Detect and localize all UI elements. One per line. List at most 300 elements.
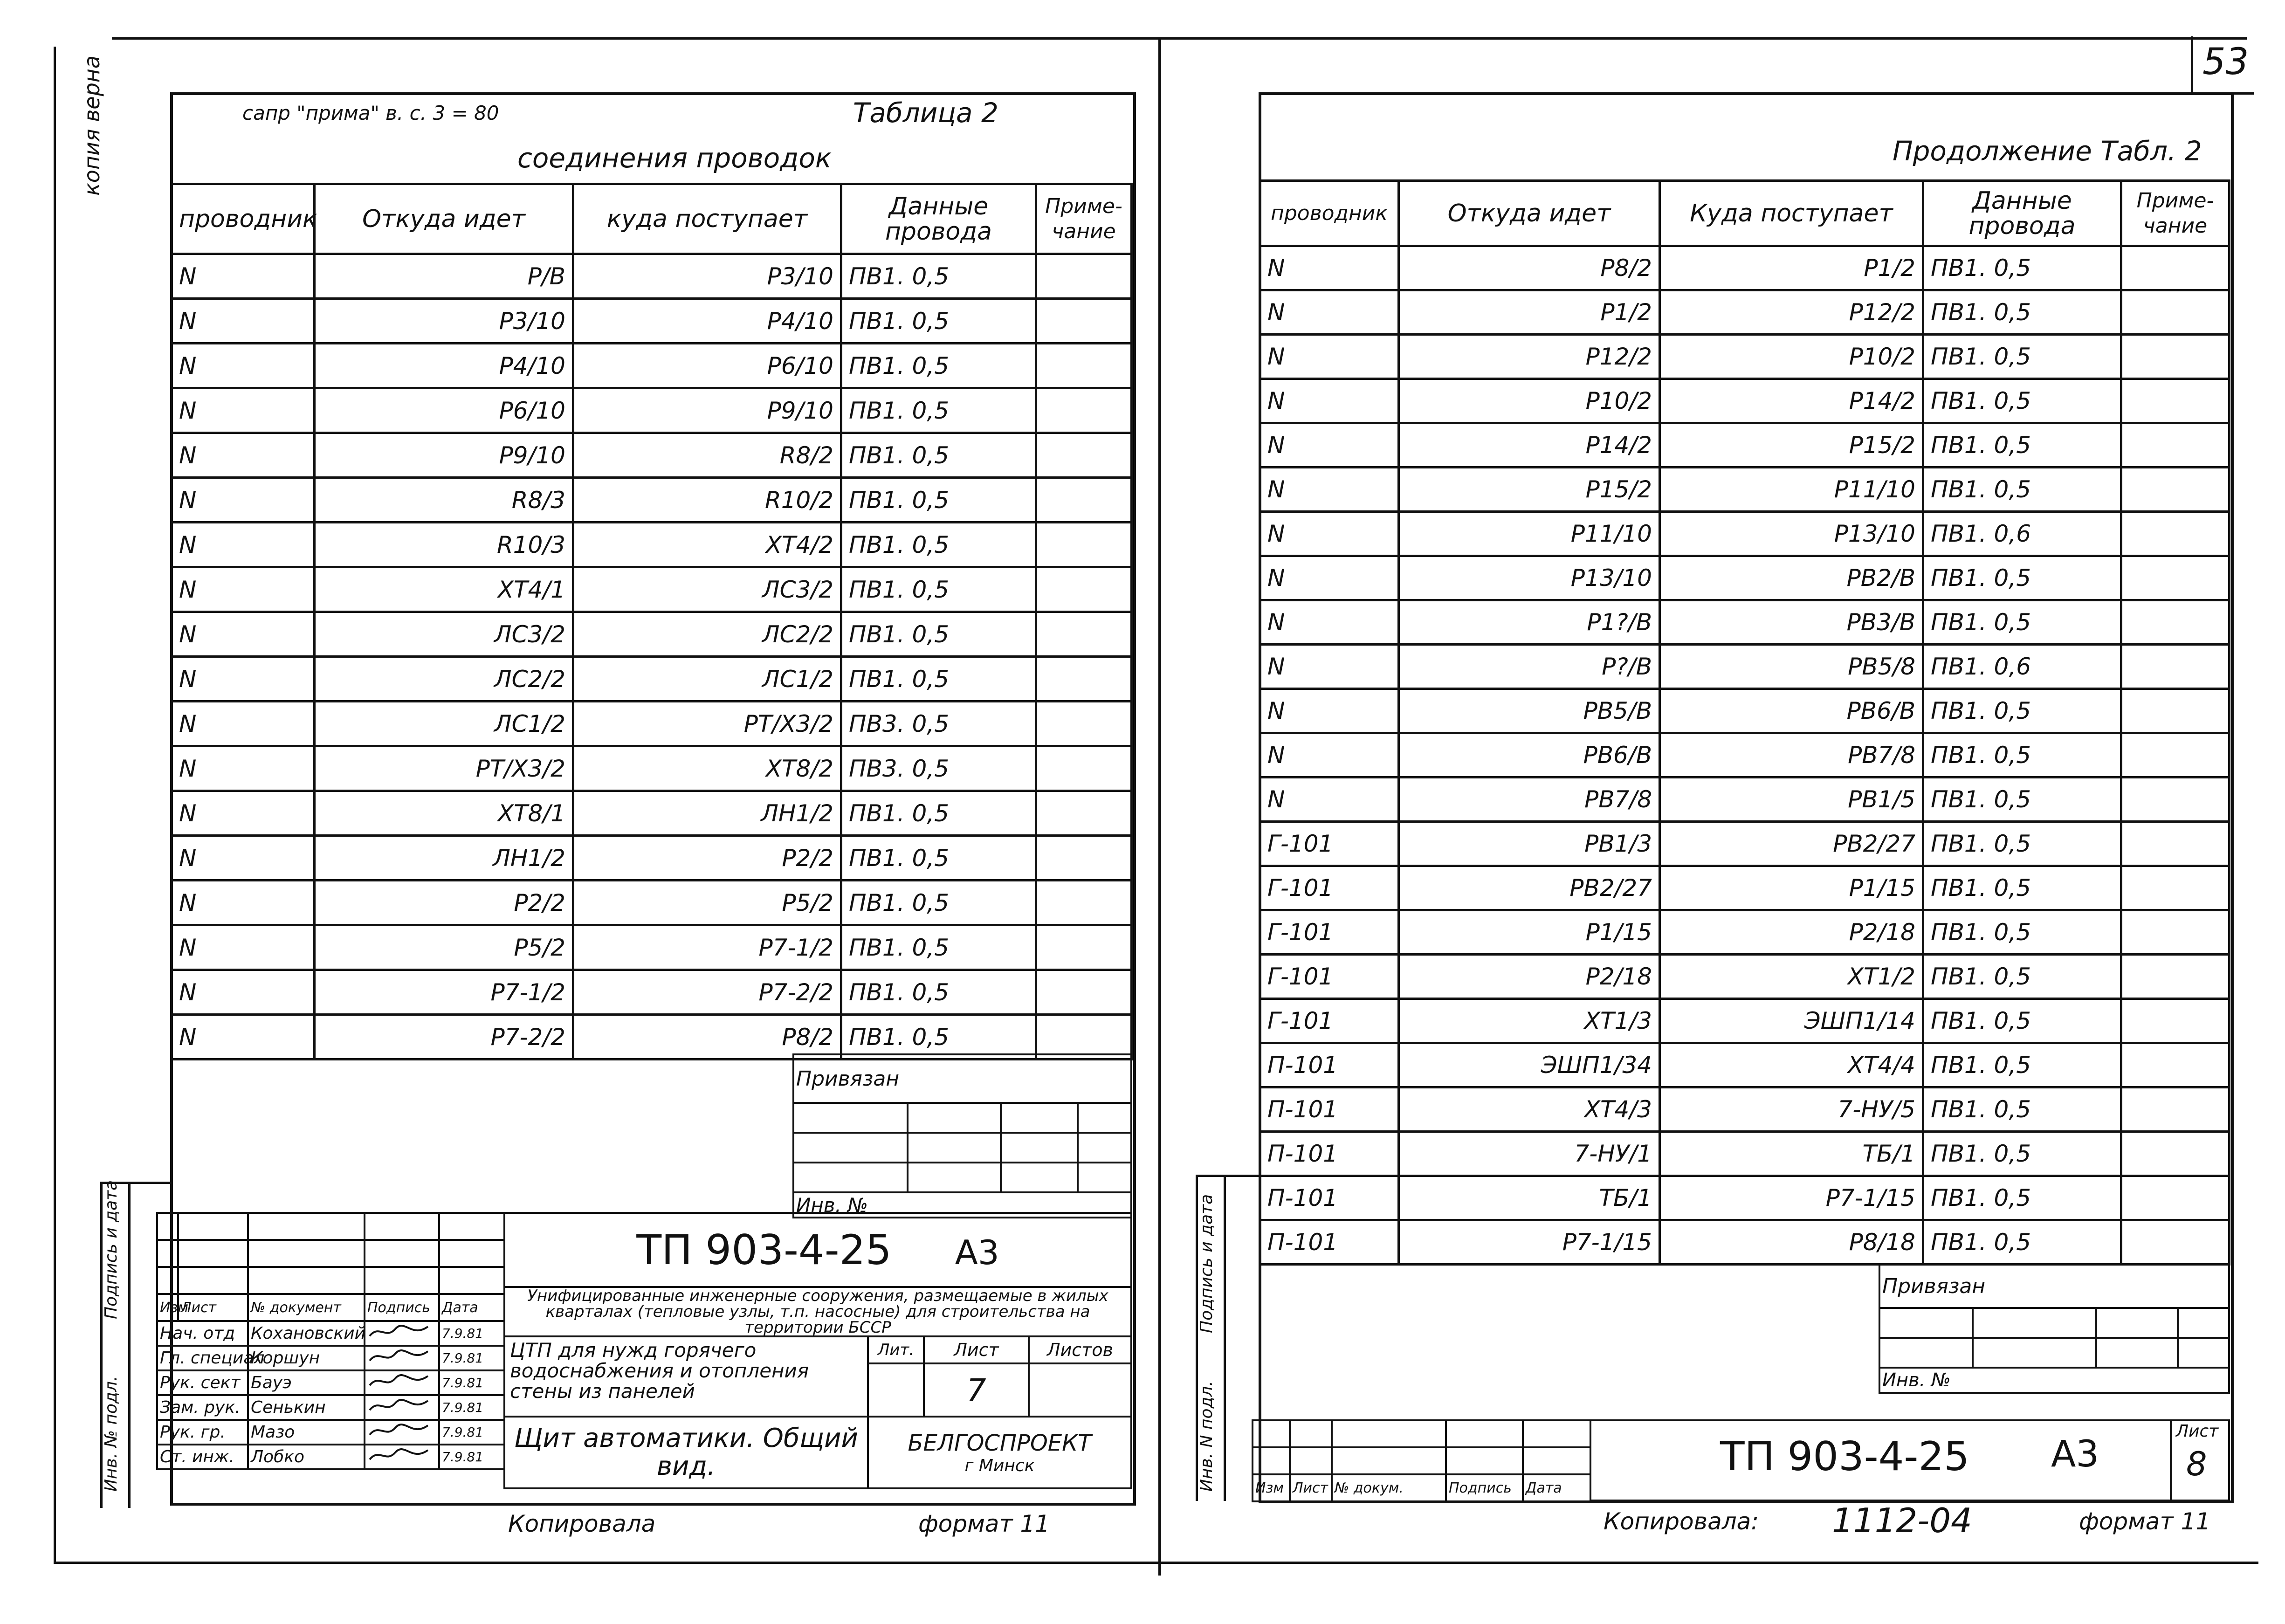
cell-note — [2121, 512, 2230, 556]
table-row — [1260, 512, 2230, 556]
table-row — [172, 344, 1132, 388]
cell-note — [2121, 468, 2230, 512]
privyazan-label: Привязан — [793, 1054, 1131, 1103]
cell-note — [2121, 1220, 2230, 1265]
cell-to: PB3/B — [1660, 600, 1923, 645]
cell-note — [2121, 246, 2230, 290]
table-row — [1260, 822, 2230, 866]
cell-wire: ПВ1. 0,5 — [1923, 733, 2121, 778]
cell-conductor: Г-101 — [1260, 910, 1399, 955]
cell-conductor: Г-101 — [1260, 822, 1399, 866]
right-wiring-table — [1259, 179, 2230, 1266]
r-inv-label: Инв. № — [1879, 1368, 2229, 1393]
cell-from: ЭШП1/34 — [1399, 1043, 1660, 1087]
table-row — [1260, 1043, 2230, 1087]
cell-conductor: N — [172, 567, 315, 612]
cell-to: 7-НУ/5 — [1660, 1087, 1923, 1132]
table-row — [1260, 1220, 2230, 1265]
cell-to: P11/10 — [1660, 468, 1923, 512]
cell-note — [2121, 955, 2230, 999]
cell-from: ЛС1/2 — [315, 702, 573, 746]
cell-conductor: N — [172, 478, 315, 523]
cell-note — [1036, 881, 1132, 925]
cell-note — [1036, 836, 1132, 881]
cell-note — [1036, 523, 1132, 567]
cell-wire: ПВ1. 0,5 — [841, 657, 1036, 702]
cell-note — [2121, 822, 2230, 866]
cell-note — [2121, 645, 2230, 689]
stamp-col-sign: Подпись — [365, 1294, 439, 1321]
cell-from: P7-1/2 — [315, 970, 573, 1015]
cell-conductor: N — [172, 388, 315, 433]
staff-date: 7.9.81 — [439, 1321, 504, 1346]
cell-wire: ПВ1. 0,5 — [1923, 778, 2121, 822]
cell-to: P6/10 — [573, 344, 841, 388]
staff-row — [157, 1395, 504, 1420]
cell-wire: ПВ1. 0,5 — [841, 612, 1036, 657]
table-row — [1260, 999, 2230, 1043]
table-row — [172, 254, 1132, 299]
cell-to: P4/10 — [573, 299, 841, 344]
sheets-label: Листов — [1029, 1336, 1131, 1363]
cell-wire: ПВ1. 0,5 — [841, 925, 1036, 970]
cell-to: R8/2 — [573, 433, 841, 478]
table-row — [172, 388, 1132, 433]
cell-to: PB7/8 — [1660, 733, 1923, 778]
cell-wire: ПВ1. 0,5 — [1923, 290, 2121, 335]
table-row — [172, 523, 1132, 567]
cell-wire: ПВ1. 0,5 — [841, 523, 1036, 567]
cell-from: PB6/B — [1399, 733, 1660, 778]
staff-date: 7.9.81 — [439, 1395, 504, 1420]
r-stamp-col-headers — [1253, 1474, 1590, 1501]
cell-conductor: N — [172, 702, 315, 746]
bottom-edge — [54, 1562, 2258, 1564]
cell-wire: ПВ1. 0,5 — [1923, 910, 2121, 955]
right-sheet-no: 8 — [2186, 1445, 2207, 1483]
staff-date: 7.9.81 — [439, 1346, 504, 1370]
col-header-to: куда поступает — [573, 184, 841, 254]
cell-note — [1036, 657, 1132, 702]
cell-from: P3/10 — [315, 299, 573, 344]
cell-to: PB2/27 — [1660, 822, 1923, 866]
cell-note — [1036, 746, 1132, 791]
r-stamp-col-sign: Подпись — [1446, 1474, 1523, 1501]
cell-wire: ПВ1. 0,5 — [1923, 1087, 2121, 1132]
cell-conductor: N — [172, 254, 315, 299]
table-row — [1260, 1132, 2230, 1176]
right-stamp-side-frame-inner — [1224, 1175, 1226, 1501]
cell-to: PT/X3/2 — [573, 702, 841, 746]
cell-conductor: N — [1260, 468, 1399, 512]
left-privyazan-box — [792, 1053, 1132, 1218]
staff-date: 7.9.81 — [439, 1370, 504, 1395]
cell-conductor: П-101 — [1260, 1220, 1399, 1265]
cell-to: XT4/2 — [573, 523, 841, 567]
cell-from: PB5/B — [1399, 689, 1660, 733]
table-row — [1260, 1087, 2230, 1132]
cell-conductor: N — [172, 925, 315, 970]
col-header-note: Приме- чание — [1036, 184, 1132, 254]
cell-from: ЛС3/2 — [315, 612, 573, 657]
table-row — [172, 970, 1132, 1015]
left-drawing-title: Щит автоматики. Общий вид. — [504, 1417, 868, 1488]
left-header-row — [172, 184, 1132, 254]
stamp-col-headers — [157, 1294, 504, 1321]
cell-conductor: N — [1260, 600, 1399, 645]
cell-to: P13/10 — [1660, 512, 1923, 556]
cell-to: P3/10 — [573, 254, 841, 299]
right-privyazan-box — [1879, 1263, 2230, 1394]
cell-to: P8/2 — [573, 1015, 841, 1060]
cell-from: P8/2 — [1399, 246, 1660, 290]
cell-wire: ПВ1. 0,5 — [841, 881, 1036, 925]
page-number: 53 — [2202, 41, 2249, 83]
r-privyazan-label: Привязан — [1879, 1264, 2229, 1308]
cell-conductor: П-101 — [1260, 1043, 1399, 1087]
table-row — [172, 925, 1132, 970]
cell-to: P7-1/15 — [1660, 1176, 1923, 1220]
table-row — [1260, 290, 2230, 335]
cell-note — [1036, 433, 1132, 478]
cell-from: XT8/1 — [315, 791, 573, 836]
staff-signature — [365, 1445, 439, 1469]
cell-from: XT1/3 — [1399, 999, 1660, 1043]
cell-to: P2/18 — [1660, 910, 1923, 955]
cell-wire: ПВ3. 0,5 — [841, 702, 1036, 746]
cell-to: XT8/2 — [573, 746, 841, 791]
cell-to: PB6/B — [1660, 689, 1923, 733]
left-side-label-inv: Инв. № подл. — [102, 1376, 121, 1492]
cell-conductor: N — [1260, 290, 1399, 335]
cell-from: P12/2 — [1399, 335, 1660, 379]
cell-to: ЛС3/2 — [573, 567, 841, 612]
staff-role: Нач. отд — [157, 1321, 248, 1346]
right-side-label-sign: Подпись и дата — [1197, 1194, 1216, 1333]
cell-from: PT/X3/2 — [315, 746, 573, 791]
cell-conductor: N — [172, 344, 315, 388]
cell-to: P15/2 — [1660, 423, 1923, 468]
cell-wire: ПВ1. 0,5 — [1923, 379, 2121, 423]
cell-to: ЭШП1/14 — [1660, 999, 1923, 1043]
cell-wire: ПВ1. 0,5 — [841, 344, 1036, 388]
cell-conductor: Г-101 — [1260, 999, 1399, 1043]
staff-role: Рук. гр. — [157, 1420, 248, 1445]
cell-to: P5/2 — [573, 881, 841, 925]
signature-scribble — [367, 1322, 433, 1341]
cell-note — [2121, 600, 2230, 645]
cell-wire: ПВ1. 0,5 — [841, 433, 1036, 478]
left-copied: Копировала — [508, 1510, 656, 1537]
table-row — [172, 881, 1132, 925]
table-row — [1260, 778, 2230, 822]
left-title-block-main — [503, 1212, 1132, 1489]
cell-from: P/B — [315, 254, 573, 299]
r-col-header-wire-data: Данные провода — [1923, 181, 2121, 246]
cell-wire: ПВ1. 0,5 — [841, 388, 1036, 433]
left-subtitle: соединения проводок — [517, 142, 832, 174]
cell-from: P11/10 — [1399, 512, 1660, 556]
cell-wire: ПВ1. 0,5 — [1923, 423, 2121, 468]
staff-name: Кохановский — [248, 1321, 365, 1346]
cell-wire: ПВ1. 0,5 — [1923, 468, 2121, 512]
table-row — [1260, 335, 2230, 379]
cell-conductor: П-101 — [1260, 1176, 1399, 1220]
cell-conductor: N — [172, 836, 315, 881]
cell-note — [1036, 1015, 1132, 1060]
cell-note — [2121, 1132, 2230, 1176]
cell-note — [1036, 299, 1132, 344]
cell-note — [2121, 335, 2230, 379]
table-row — [1260, 645, 2230, 689]
signature-scribble — [367, 1347, 433, 1365]
cell-to: ЛС2/2 — [573, 612, 841, 657]
cell-wire: ПВ1. 0,5 — [1923, 1176, 2121, 1220]
cell-note — [2121, 1176, 2230, 1220]
right-stamp-side-top — [1196, 1175, 1259, 1177]
right-sheet-label: Лист — [2176, 1422, 2219, 1441]
right-title: Продолжение Табл. 2 — [1893, 135, 2202, 167]
left-format: формат 11 — [918, 1510, 1050, 1537]
cell-from: P14/2 — [1399, 423, 1660, 468]
r-stamp-col-izm: Изм — [1253, 1474, 1290, 1501]
table-row — [1260, 955, 2230, 999]
cell-note — [1036, 612, 1132, 657]
r-stamp-col-doc: № докум. — [1332, 1474, 1446, 1501]
cell-wire: ПВ1. 0,5 — [841, 836, 1036, 881]
cell-from: P15/2 — [1399, 468, 1660, 512]
cell-from: P13/10 — [1399, 556, 1660, 600]
cell-note — [1036, 791, 1132, 836]
cell-wire: ПВ1. 0,5 — [841, 567, 1036, 612]
cell-conductor: N — [1260, 556, 1399, 600]
cell-from: P5/2 — [315, 925, 573, 970]
cell-conductor: N — [1260, 335, 1399, 379]
stamp-col-izm: Изм — [157, 1294, 178, 1321]
cell-conductor: N — [172, 970, 315, 1015]
cell-wire: ПВ1. 0,5 — [1923, 822, 2121, 866]
left-title-block-staff — [156, 1212, 505, 1470]
cell-to: R10/2 — [573, 478, 841, 523]
cell-wire: ПВ1. 0,6 — [1923, 645, 2121, 689]
left-format-code: А3 — [955, 1233, 999, 1272]
left-description: Унифицированные инженерные сооружения, размещаемые в жилых кварталах (тепловые узлы, т.п. насосные) для строительства на территории БССР — [504, 1287, 1131, 1336]
cell-from: P7-1/15 — [1399, 1220, 1660, 1265]
staff-date: 7.9.81 — [439, 1420, 504, 1445]
left-sheet-no: 7 — [924, 1363, 1029, 1417]
cell-conductor: N — [172, 612, 315, 657]
signature-scribble — [367, 1371, 433, 1390]
staff-name: Лобко — [248, 1445, 365, 1469]
cell-conductor: П-101 — [1260, 1132, 1399, 1176]
right-side-label-inv: Инв. N подл. — [1197, 1381, 1216, 1492]
cell-to: XT4/4 — [1660, 1043, 1923, 1087]
top-edge — [112, 37, 2247, 40]
cell-from: R10/3 — [315, 523, 573, 567]
cell-conductor: N — [172, 1015, 315, 1060]
sheet-label: Лист — [924, 1336, 1029, 1363]
cell-wire: ПВ3. 0,5 — [841, 746, 1036, 791]
cell-to: P10/2 — [1660, 335, 1923, 379]
cell-to: PB2/B — [1660, 556, 1923, 600]
cell-note — [1036, 702, 1132, 746]
cell-to: XT1/2 — [1660, 955, 1923, 999]
cell-conductor: N — [172, 881, 315, 925]
stamp-col-date: Дата — [439, 1294, 504, 1321]
cell-conductor: Г-101 — [1260, 866, 1399, 910]
cell-from: PB2/27 — [1399, 866, 1660, 910]
left-org: БЕЛГОСПРОЕКТ — [908, 1430, 1092, 1456]
cell-note — [1036, 567, 1132, 612]
r-col-header-to: Куда поступает — [1660, 181, 1923, 246]
cell-conductor: Г-101 — [1260, 955, 1399, 999]
r-col-header-note: Приме- чание — [2121, 181, 2230, 246]
cell-from: P1/15 — [1399, 910, 1660, 955]
staff-role: Рук. сект — [157, 1370, 248, 1395]
table-row — [172, 612, 1132, 657]
table-row — [1260, 379, 2230, 423]
table-row — [1260, 733, 2230, 778]
col-header-from: Откуда идет — [315, 184, 573, 254]
cell-wire: ПВ1. 0,5 — [841, 254, 1036, 299]
table-row — [172, 702, 1132, 746]
right-format-code: А3 — [2051, 1433, 2099, 1475]
left-table-label: Таблица 2 — [853, 97, 998, 129]
cell-wire: ПВ1. 0,5 — [1923, 689, 2121, 733]
r-stamp-col-list: Лист — [1290, 1474, 1332, 1501]
cell-note — [1036, 925, 1132, 970]
table-row — [1260, 910, 2230, 955]
table-row — [172, 1015, 1132, 1060]
cell-note — [2121, 999, 2230, 1043]
cell-from: ЛН1/2 — [315, 836, 573, 881]
cell-wire: ПВ1. 0,5 — [1923, 999, 2121, 1043]
cell-to: P9/10 — [573, 388, 841, 433]
cell-to: P1/2 — [1660, 246, 1923, 290]
cell-to: ЛС1/2 — [573, 657, 841, 702]
cell-from: P6/10 — [315, 388, 573, 433]
cell-to: P7-1/2 — [573, 925, 841, 970]
right-number: 1112-04 — [1832, 1501, 1972, 1540]
cell-to: P7-2/2 — [573, 970, 841, 1015]
cell-wire: ПВ1. 0,6 — [1923, 512, 2121, 556]
cell-note — [2121, 423, 2230, 468]
cell-note — [2121, 778, 2230, 822]
cell-from: P10/2 — [1399, 379, 1660, 423]
cell-note — [1036, 970, 1132, 1015]
cell-from: P?/B — [1399, 645, 1660, 689]
cell-wire: ПВ1. 0,5 — [1923, 955, 2121, 999]
left-doc-code-cell — [504, 1213, 1131, 1287]
cell-conductor: N — [1260, 733, 1399, 778]
cell-from: P1/2 — [1399, 290, 1660, 335]
staff-row — [157, 1346, 504, 1370]
cell-from: ТБ/1 — [1399, 1176, 1660, 1220]
cell-note — [1036, 254, 1132, 299]
cell-conductor: N — [1260, 379, 1399, 423]
cell-from: XT4/3 — [1399, 1087, 1660, 1132]
table-row — [172, 567, 1132, 612]
cell-note — [2121, 689, 2230, 733]
staff-signature — [365, 1346, 439, 1370]
left-object-name: ЦТП для нужд горячего водоснабжения и отопления стены из панелей — [504, 1336, 868, 1417]
cell-wire: ПВ1. 0,5 — [841, 970, 1036, 1015]
cell-wire: ПВ1. 0,5 — [1923, 1043, 2121, 1087]
cell-conductor: N — [172, 746, 315, 791]
left-top-note: сапр "прима" в. с. 3 = 80 — [242, 102, 499, 124]
table-row — [172, 299, 1132, 344]
cell-conductor: N — [1260, 423, 1399, 468]
cell-note — [1036, 344, 1132, 388]
table-row — [1260, 866, 2230, 910]
staff-role: Ст. инж. — [157, 1445, 248, 1469]
cell-conductor: N — [172, 657, 315, 702]
signature-scribble — [367, 1445, 433, 1464]
table-row — [1260, 423, 2230, 468]
table-row — [172, 433, 1132, 478]
right-copied: Копировала: — [1604, 1508, 1759, 1535]
cell-wire: ПВ1. 0,5 — [1923, 335, 2121, 379]
cell-wire: ПВ1. 0,5 — [1923, 1220, 2121, 1265]
staff-row — [157, 1370, 504, 1395]
staff-name: Сенькин — [248, 1395, 365, 1420]
cell-conductor: П-101 — [1260, 1087, 1399, 1132]
cell-from: ЛС2/2 — [315, 657, 573, 702]
cell-from: P1?/B — [1399, 600, 1660, 645]
left-wiring-table — [170, 183, 1133, 1060]
cell-conductor: N — [1260, 778, 1399, 822]
staff-role: Гл. специал — [157, 1346, 248, 1370]
cell-conductor: N — [1260, 645, 1399, 689]
cell-wire: ПВ1. 0,5 — [841, 299, 1036, 344]
cell-from: P9/10 — [315, 433, 573, 478]
center-divider — [1158, 37, 1161, 1576]
cell-wire: ПВ1. 0,5 — [841, 1015, 1036, 1060]
left-side-label-sign: Подпись и дата — [102, 1180, 121, 1319]
left-stamp-side-frame-inner — [128, 1182, 131, 1508]
table-row — [172, 478, 1132, 523]
cell-note — [2121, 1087, 2230, 1132]
staff-name: Мазо — [248, 1420, 365, 1445]
cell-note — [1036, 478, 1132, 523]
cell-from: XT4/1 — [315, 567, 573, 612]
cell-note — [2121, 866, 2230, 910]
table-row — [1260, 600, 2230, 645]
cell-wire: ПВ1. 0,5 — [1923, 866, 2121, 910]
cell-from: P2/18 — [1399, 955, 1660, 999]
cell-from: P4/10 — [315, 344, 573, 388]
staff-date: 7.9.81 — [439, 1445, 504, 1469]
cell-conductor: N — [172, 791, 315, 836]
table-row — [172, 791, 1132, 836]
staff-row — [157, 1445, 504, 1469]
left-city: г Минск — [964, 1456, 1035, 1475]
cell-from: P2/2 — [315, 881, 573, 925]
table-row — [172, 657, 1132, 702]
staff-name: Коршун — [248, 1346, 365, 1370]
staff-role: Зам. рук. — [157, 1395, 248, 1420]
left-edge — [54, 47, 56, 1562]
table-row — [1260, 468, 2230, 512]
cell-to: ЛН1/2 — [573, 791, 841, 836]
stamp-col-list: Лист — [178, 1294, 248, 1321]
staff-signature — [365, 1420, 439, 1445]
table-row — [172, 836, 1132, 881]
cell-wire: ПВ1. 0,5 — [1923, 556, 2121, 600]
cell-wire: ПВ1. 0,5 — [841, 791, 1036, 836]
stage-label: Лит. — [868, 1336, 924, 1363]
cell-to: P1/15 — [1660, 866, 1923, 910]
